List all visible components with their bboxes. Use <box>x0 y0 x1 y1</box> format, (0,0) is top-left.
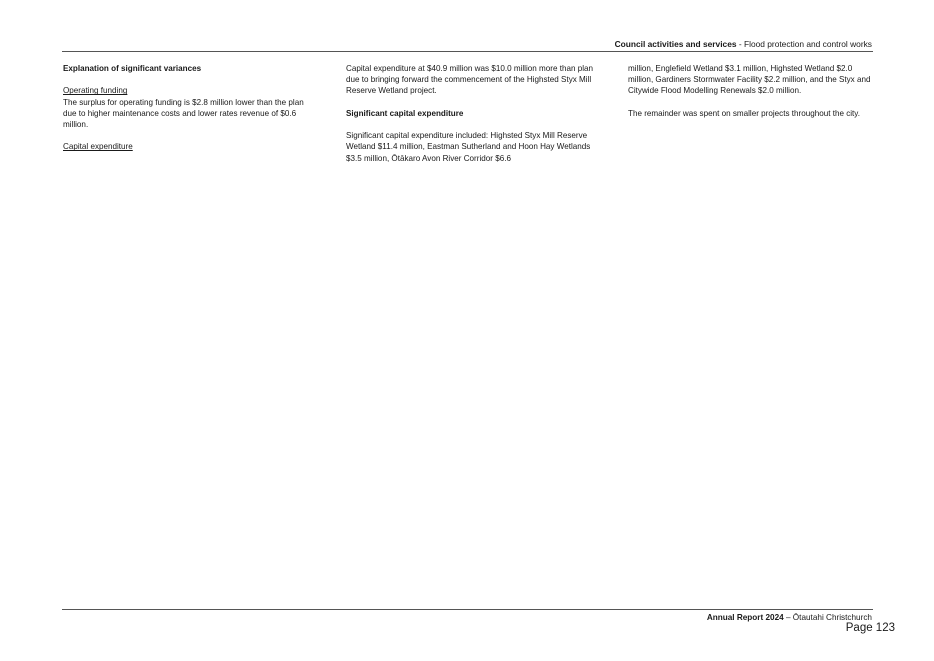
page-number: Page 123 <box>845 622 895 634</box>
significant-capex-heading: Significant capital expenditure <box>346 108 464 118</box>
significant-capex-continued-text: million, Englefield Wetland $3.1 million, Highsted Wetland $2.0 million, Gardiners Stormwater Facility $2.2 million, and the Styx and Citywide Flood Modelling Renewals $2.0 million. <box>628 64 871 96</box>
column-1 <box>63 63 313 153</box>
column-3 <box>628 63 878 119</box>
operating-funding-text: The surplus for operating funding is $2.8 million lower than the plan due to higher maintenance costs and lower rates revenue of $0.6 million. <box>63 97 304 129</box>
operating-funding-subheading: Operating funding <box>63 86 128 96</box>
significant-capex-text: Significant capital expenditure included: Highsted Styx Mill Reserve Wetland $11.4 million, Eastman Sutherland and Hoon Hay Wetlands $3.5 million, Ōtākaro Avon River Corridor $6.6 <box>346 131 591 163</box>
header-divider <box>62 51 873 52</box>
header-section-subtitle: - Flood protection and control works <box>736 39 872 49</box>
footer-report-title: Annual Report 2024 <box>706 613 784 622</box>
remainder-text: The remainder was spent on smaller projects throughout the city. <box>628 108 860 118</box>
header-section-title: Council activities and services <box>614 39 737 49</box>
page-header <box>62 38 872 50</box>
column-2 <box>346 63 601 164</box>
variances-heading: Explanation of significant variances <box>63 64 202 73</box>
footer-divider <box>62 609 873 610</box>
capital-expenditure-text: Capital expenditure at $40.9 million was $10.0 million more than plan due to bringing forward the commencement of the Highsted Styx Mill Reserve Wetland project. <box>346 64 594 96</box>
footer-report-location: – Ōtautahi Christchurch <box>783 613 872 622</box>
capital-expenditure-subheading: Capital expenditure <box>63 142 133 152</box>
